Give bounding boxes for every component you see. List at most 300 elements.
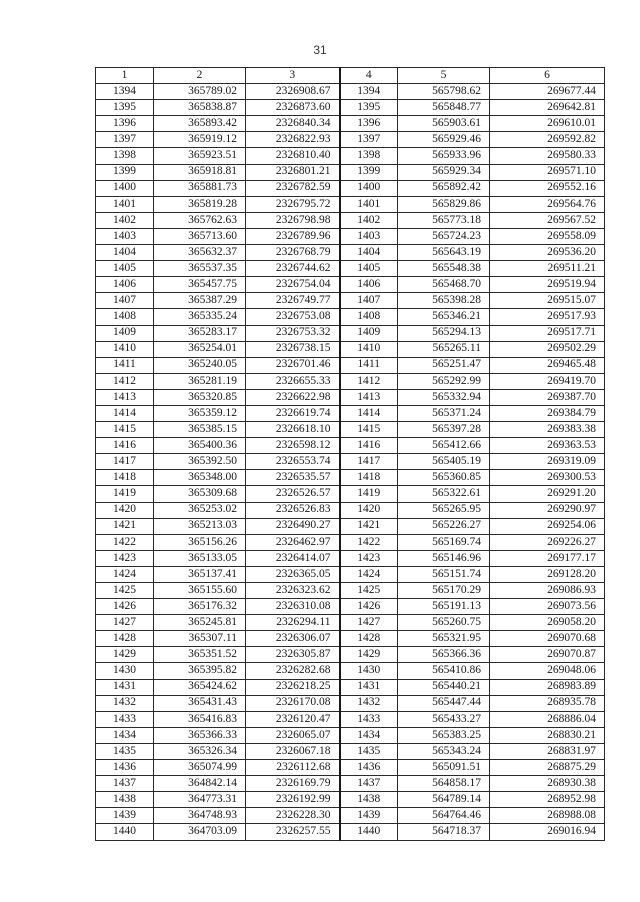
coord-x-a-cell: 365919.12 — [154, 132, 246, 148]
point-number-a-cell: 1409 — [96, 325, 154, 341]
coord-x-a-cell: 365320.85 — [154, 389, 246, 405]
table-row — [96, 679, 605, 695]
coord-y-a-cell: 2326365.05 — [246, 566, 340, 582]
coord-x-a-cell: 364842.14 — [154, 776, 246, 792]
coord-y-a-cell: 2326323.62 — [246, 583, 340, 599]
coord-x-a-cell: 365245.81 — [154, 615, 246, 631]
coord-y-a-cell: 2326218.25 — [246, 679, 340, 695]
point-number-b-cell: 1427 — [340, 615, 398, 631]
coord-x-b-cell: 565191.13 — [398, 599, 490, 615]
table-row — [96, 212, 605, 228]
point-number-a-cell: 1404 — [96, 245, 154, 261]
point-number-b-cell: 1436 — [340, 760, 398, 776]
point-number-b-cell: 1430 — [340, 663, 398, 679]
coord-x-a-cell: 364748.93 — [154, 808, 246, 824]
coord-x-b-cell: 565366.36 — [398, 647, 490, 663]
coord-y-b-cell: 269048.06 — [490, 663, 605, 679]
point-number-b-cell: 1394 — [340, 84, 398, 100]
coord-x-a-cell: 365213.03 — [154, 518, 246, 534]
coord-x-b-cell: 565643.19 — [398, 245, 490, 261]
point-number-b-cell: 1431 — [340, 679, 398, 695]
coord-y-b-cell: 269511.21 — [490, 261, 605, 277]
table-row — [96, 760, 605, 776]
table-row — [96, 293, 605, 309]
table-row — [96, 341, 605, 357]
point-number-a-cell: 1417 — [96, 454, 154, 470]
table-row — [96, 309, 605, 325]
coord-y-b-cell: 268831.97 — [490, 743, 605, 759]
coord-x-b-cell: 565151.74 — [398, 566, 490, 582]
coord-x-a-cell: 365416.83 — [154, 711, 246, 727]
column-header-2: 2 — [154, 68, 246, 84]
coord-x-a-cell: 365281.19 — [154, 373, 246, 389]
coord-x-b-cell: 564858.17 — [398, 776, 490, 792]
point-number-a-cell: 1415 — [96, 422, 154, 438]
coord-y-b-cell: 269502.29 — [490, 341, 605, 357]
coord-y-a-cell: 2326789.96 — [246, 228, 340, 244]
point-number-b-cell: 1408 — [340, 309, 398, 325]
coord-y-b-cell: 269086.93 — [490, 583, 605, 599]
coord-x-b-cell: 565294.13 — [398, 325, 490, 341]
column-header-3: 3 — [246, 68, 340, 84]
coord-x-b-cell: 565773.18 — [398, 212, 490, 228]
point-number-b-cell: 1423 — [340, 550, 398, 566]
coord-x-b-cell: 565170.29 — [398, 583, 490, 599]
coord-x-b-cell: 565798.62 — [398, 84, 490, 100]
coord-x-b-cell: 565265.95 — [398, 502, 490, 518]
coord-y-b-cell: 269290.97 — [490, 502, 605, 518]
coord-x-a-cell: 365762.63 — [154, 212, 246, 228]
coord-x-b-cell: 565322.61 — [398, 486, 490, 502]
table-row — [96, 615, 605, 631]
table-row — [96, 711, 605, 727]
coord-y-a-cell: 2326257.55 — [246, 824, 340, 840]
coord-y-b-cell: 268830.21 — [490, 727, 605, 743]
coord-y-b-cell: 269300.53 — [490, 470, 605, 486]
coord-x-b-cell: 565468.70 — [398, 277, 490, 293]
coord-y-b-cell: 269571.10 — [490, 164, 605, 180]
point-number-b-cell: 1435 — [340, 743, 398, 759]
coord-x-a-cell: 365335.24 — [154, 309, 246, 325]
point-number-b-cell: 1440 — [340, 824, 398, 840]
coord-y-b-cell: 269058.20 — [490, 615, 605, 631]
coord-x-a-cell: 365155.60 — [154, 583, 246, 599]
coordinates-table — [95, 67, 605, 841]
coord-y-a-cell: 2326798.98 — [246, 212, 340, 228]
coord-x-a-cell: 365789.02 — [154, 84, 246, 100]
coord-y-a-cell: 2326598.12 — [246, 438, 340, 454]
point-number-b-cell: 1415 — [340, 422, 398, 438]
coord-x-b-cell: 565548.38 — [398, 261, 490, 277]
coord-x-a-cell: 365431.43 — [154, 695, 246, 711]
point-number-b-cell: 1417 — [340, 454, 398, 470]
coord-y-b-cell: 269592.82 — [490, 132, 605, 148]
coord-y-b-cell: 269642.81 — [490, 100, 605, 116]
coord-x-a-cell: 365359.12 — [154, 405, 246, 421]
table-row — [96, 583, 605, 599]
point-number-b-cell: 1401 — [340, 196, 398, 212]
point-number-b-cell: 1398 — [340, 148, 398, 164]
coord-x-b-cell: 565724.23 — [398, 228, 490, 244]
point-number-a-cell: 1420 — [96, 502, 154, 518]
coord-y-a-cell: 2326795.72 — [246, 196, 340, 212]
point-number-a-cell: 1432 — [96, 695, 154, 711]
table-row — [96, 389, 605, 405]
coord-y-a-cell: 2326753.08 — [246, 309, 340, 325]
header-row — [96, 68, 605, 84]
coord-y-b-cell: 269363.53 — [490, 438, 605, 454]
table-row — [96, 647, 605, 663]
point-number-b-cell: 1410 — [340, 341, 398, 357]
table-row — [96, 534, 605, 550]
coord-x-a-cell: 365457.75 — [154, 277, 246, 293]
coord-x-b-cell: 564718.37 — [398, 824, 490, 840]
point-number-a-cell: 1412 — [96, 373, 154, 389]
point-number-a-cell: 1431 — [96, 679, 154, 695]
point-number-a-cell: 1401 — [96, 196, 154, 212]
coord-x-a-cell: 365632.37 — [154, 245, 246, 261]
coord-y-a-cell: 2326768.79 — [246, 245, 340, 261]
coord-x-b-cell: 565433.27 — [398, 711, 490, 727]
point-number-a-cell: 1398 — [96, 148, 154, 164]
coord-x-a-cell: 365176.32 — [154, 599, 246, 615]
coord-x-a-cell: 365713.60 — [154, 228, 246, 244]
coord-y-b-cell: 269536.20 — [490, 245, 605, 261]
coord-x-b-cell: 565397.28 — [398, 422, 490, 438]
coord-y-a-cell: 2326228.30 — [246, 808, 340, 824]
point-number-a-cell: 1435 — [96, 743, 154, 759]
table-row — [96, 84, 605, 100]
coord-y-b-cell: 269016.94 — [490, 824, 605, 840]
coord-x-b-cell: 565332.94 — [398, 389, 490, 405]
coord-x-b-cell: 565398.28 — [398, 293, 490, 309]
table-row — [96, 502, 605, 518]
coord-y-b-cell: 269070.87 — [490, 647, 605, 663]
coord-y-b-cell: 269073.56 — [490, 599, 605, 615]
coord-y-b-cell: 269517.71 — [490, 325, 605, 341]
table-row — [96, 776, 605, 792]
point-number-b-cell: 1428 — [340, 631, 398, 647]
coord-x-a-cell: 365881.73 — [154, 180, 246, 196]
coord-y-b-cell: 269419.70 — [490, 373, 605, 389]
coord-y-a-cell: 2326822.93 — [246, 132, 340, 148]
coord-y-b-cell: 269254.06 — [490, 518, 605, 534]
point-number-b-cell: 1409 — [340, 325, 398, 341]
point-number-b-cell: 1419 — [340, 486, 398, 502]
coord-x-b-cell: 565933.96 — [398, 148, 490, 164]
coord-x-a-cell: 365392.50 — [154, 454, 246, 470]
coord-x-b-cell: 565447.44 — [398, 695, 490, 711]
coord-x-a-cell: 365240.05 — [154, 357, 246, 373]
coord-x-a-cell: 365283.17 — [154, 325, 246, 341]
point-number-b-cell: 1425 — [340, 583, 398, 599]
coord-y-a-cell: 2326170.08 — [246, 695, 340, 711]
coord-x-b-cell: 565292.99 — [398, 373, 490, 389]
coord-x-b-cell: 565260.75 — [398, 615, 490, 631]
coord-y-a-cell: 2326754.04 — [246, 277, 340, 293]
coord-y-b-cell: 269177.17 — [490, 550, 605, 566]
coord-y-a-cell: 2326306.07 — [246, 631, 340, 647]
coord-x-a-cell: 365387.29 — [154, 293, 246, 309]
table-row — [96, 438, 605, 454]
point-number-a-cell: 1423 — [96, 550, 154, 566]
point-number-b-cell: 1399 — [340, 164, 398, 180]
point-number-b-cell: 1400 — [340, 180, 398, 196]
point-number-a-cell: 1406 — [96, 277, 154, 293]
coord-x-b-cell: 565265.11 — [398, 341, 490, 357]
point-number-b-cell: 1426 — [340, 599, 398, 615]
coord-x-b-cell: 565405.19 — [398, 454, 490, 470]
table-row — [96, 518, 605, 534]
coord-y-a-cell: 2326619.74 — [246, 405, 340, 421]
coord-y-a-cell: 2326801.21 — [246, 164, 340, 180]
table-row — [96, 824, 605, 840]
coord-y-a-cell: 2326414.07 — [246, 550, 340, 566]
point-number-b-cell: 1411 — [340, 357, 398, 373]
point-number-b-cell: 1403 — [340, 228, 398, 244]
coord-y-a-cell: 2326622.98 — [246, 389, 340, 405]
point-number-b-cell: 1434 — [340, 727, 398, 743]
coord-x-a-cell: 365253.02 — [154, 502, 246, 518]
table-row — [96, 663, 605, 679]
column-header-1: 1 — [96, 68, 154, 84]
coord-x-b-cell: 565169.74 — [398, 534, 490, 550]
coord-y-a-cell: 2326120.47 — [246, 711, 340, 727]
coord-y-b-cell: 269465.48 — [490, 357, 605, 373]
coord-x-a-cell: 365923.51 — [154, 148, 246, 164]
point-number-a-cell: 1440 — [96, 824, 154, 840]
point-number-b-cell: 1437 — [340, 776, 398, 792]
coord-x-b-cell: 564789.14 — [398, 792, 490, 808]
table-row — [96, 277, 605, 293]
coord-y-b-cell: 269128.20 — [490, 566, 605, 582]
point-number-a-cell: 1425 — [96, 583, 154, 599]
coord-y-a-cell: 2326294.11 — [246, 615, 340, 631]
point-number-b-cell: 1422 — [340, 534, 398, 550]
point-number-a-cell: 1430 — [96, 663, 154, 679]
table-row — [96, 808, 605, 824]
table-row — [96, 196, 605, 212]
point-number-a-cell: 1396 — [96, 116, 154, 132]
table-row — [96, 422, 605, 438]
table-row — [96, 261, 605, 277]
coord-y-a-cell: 2326462.97 — [246, 534, 340, 550]
point-number-b-cell: 1429 — [340, 647, 398, 663]
coord-x-b-cell: 565412.66 — [398, 438, 490, 454]
coord-y-a-cell: 2326169.79 — [246, 776, 340, 792]
coord-x-a-cell: 365137.41 — [154, 566, 246, 582]
point-number-a-cell: 1400 — [96, 180, 154, 196]
coord-y-b-cell: 269383.38 — [490, 422, 605, 438]
point-number-a-cell: 1421 — [96, 518, 154, 534]
point-number-a-cell: 1395 — [96, 100, 154, 116]
coord-x-a-cell: 365893.42 — [154, 116, 246, 132]
point-number-b-cell: 1438 — [340, 792, 398, 808]
coord-y-b-cell: 269070.68 — [490, 631, 605, 647]
point-number-a-cell: 1408 — [96, 309, 154, 325]
table-row — [96, 631, 605, 647]
coord-y-b-cell: 269580.33 — [490, 148, 605, 164]
coord-y-a-cell: 2326908.67 — [246, 84, 340, 100]
table-row — [96, 566, 605, 582]
coord-y-a-cell: 2326655.33 — [246, 373, 340, 389]
table-row — [96, 695, 605, 711]
coord-x-b-cell: 565410.86 — [398, 663, 490, 679]
coord-y-b-cell: 269552.16 — [490, 180, 605, 196]
coord-y-b-cell: 268930.38 — [490, 776, 605, 792]
coord-y-a-cell: 2326738.15 — [246, 341, 340, 357]
table-row — [96, 454, 605, 470]
coord-y-a-cell: 2326782.59 — [246, 180, 340, 196]
coord-y-b-cell: 269610.01 — [490, 116, 605, 132]
coord-x-a-cell: 365348.00 — [154, 470, 246, 486]
coord-y-a-cell: 2326526.57 — [246, 486, 340, 502]
point-number-a-cell: 1429 — [96, 647, 154, 663]
table-row — [96, 100, 605, 116]
point-number-a-cell: 1418 — [96, 470, 154, 486]
point-number-a-cell: 1411 — [96, 357, 154, 373]
coord-x-a-cell: 365133.05 — [154, 550, 246, 566]
point-number-b-cell: 1414 — [340, 405, 398, 421]
coord-y-b-cell: 269515.07 — [490, 293, 605, 309]
coord-x-b-cell: 565848.77 — [398, 100, 490, 116]
coord-y-a-cell: 2326067.18 — [246, 743, 340, 759]
point-number-a-cell: 1402 — [96, 212, 154, 228]
table-row — [96, 405, 605, 421]
coord-y-a-cell: 2326840.34 — [246, 116, 340, 132]
coord-x-a-cell: 365074.99 — [154, 760, 246, 776]
table-row — [96, 164, 605, 180]
point-number-b-cell: 1402 — [340, 212, 398, 228]
point-number-b-cell: 1432 — [340, 695, 398, 711]
coord-y-b-cell: 269564.76 — [490, 196, 605, 212]
coord-y-a-cell: 2326749.77 — [246, 293, 340, 309]
column-header-6: 6 — [490, 68, 605, 84]
coord-x-a-cell: 365400.36 — [154, 438, 246, 454]
table-row — [96, 599, 605, 615]
table-row — [96, 116, 605, 132]
coord-x-b-cell: 565829.86 — [398, 196, 490, 212]
coord-x-a-cell: 365838.87 — [154, 100, 246, 116]
point-number-b-cell: 1407 — [340, 293, 398, 309]
coord-y-b-cell: 269291.20 — [490, 486, 605, 502]
point-number-a-cell: 1397 — [96, 132, 154, 148]
coord-y-b-cell: 269384.79 — [490, 405, 605, 421]
point-number-a-cell: 1413 — [96, 389, 154, 405]
table-row — [96, 470, 605, 486]
coord-y-a-cell: 2326810.40 — [246, 148, 340, 164]
table-row — [96, 550, 605, 566]
column-header-4: 4 — [340, 68, 398, 84]
coord-y-a-cell: 2326192.99 — [246, 792, 340, 808]
coord-x-b-cell: 565383.25 — [398, 727, 490, 743]
table-row — [96, 180, 605, 196]
coord-x-a-cell: 365351.52 — [154, 647, 246, 663]
coord-x-a-cell: 364703.09 — [154, 824, 246, 840]
coord-y-b-cell: 268935.78 — [490, 695, 605, 711]
point-number-a-cell: 1403 — [96, 228, 154, 244]
point-number-b-cell: 1421 — [340, 518, 398, 534]
point-number-a-cell: 1422 — [96, 534, 154, 550]
table-row — [96, 325, 605, 341]
coord-y-a-cell: 2326282.68 — [246, 663, 340, 679]
coord-y-a-cell: 2326310.08 — [246, 599, 340, 615]
coord-y-b-cell: 268886.04 — [490, 711, 605, 727]
coord-x-b-cell: 565343.24 — [398, 743, 490, 759]
coord-y-a-cell: 2326753.32 — [246, 325, 340, 341]
coord-x-a-cell: 365309.68 — [154, 486, 246, 502]
table-row — [96, 148, 605, 164]
coord-y-a-cell: 2326305.87 — [246, 647, 340, 663]
table-row — [96, 743, 605, 759]
point-number-b-cell: 1413 — [340, 389, 398, 405]
coord-x-b-cell: 565346.21 — [398, 309, 490, 325]
coord-x-b-cell: 565146.96 — [398, 550, 490, 566]
coord-x-b-cell: 565251.47 — [398, 357, 490, 373]
coord-y-b-cell: 268875.29 — [490, 760, 605, 776]
coord-x-a-cell: 365156.26 — [154, 534, 246, 550]
table-row — [96, 132, 605, 148]
point-number-b-cell: 1395 — [340, 100, 398, 116]
point-number-b-cell: 1396 — [340, 116, 398, 132]
coord-y-b-cell: 269517.93 — [490, 309, 605, 325]
point-number-a-cell: 1436 — [96, 760, 154, 776]
page-number: 31 — [313, 43, 327, 57]
point-number-a-cell: 1437 — [96, 776, 154, 792]
table-row — [96, 486, 605, 502]
coord-x-a-cell: 365537.35 — [154, 261, 246, 277]
table-body — [96, 84, 605, 840]
point-number-b-cell: 1418 — [340, 470, 398, 486]
point-number-a-cell: 1414 — [96, 405, 154, 421]
point-number-a-cell: 1427 — [96, 615, 154, 631]
point-number-a-cell: 1424 — [96, 566, 154, 582]
point-number-b-cell: 1424 — [340, 566, 398, 582]
coord-y-b-cell: 268952.98 — [490, 792, 605, 808]
coord-y-a-cell: 2326535.57 — [246, 470, 340, 486]
coord-x-a-cell: 365819.28 — [154, 196, 246, 212]
point-number-b-cell: 1404 — [340, 245, 398, 261]
point-number-a-cell: 1434 — [96, 727, 154, 743]
coord-x-b-cell: 565440.21 — [398, 679, 490, 695]
coord-y-a-cell: 2326526.83 — [246, 502, 340, 518]
coord-y-b-cell: 268988.08 — [490, 808, 605, 824]
coord-x-a-cell: 365307.11 — [154, 631, 246, 647]
coord-x-b-cell: 565929.46 — [398, 132, 490, 148]
point-number-a-cell: 1438 — [96, 792, 154, 808]
table-row — [96, 727, 605, 743]
coord-y-a-cell: 2326873.60 — [246, 100, 340, 116]
coord-x-a-cell: 365918.81 — [154, 164, 246, 180]
coord-x-b-cell: 565929.34 — [398, 164, 490, 180]
table-header — [96, 68, 605, 84]
coord-y-a-cell: 2326618.10 — [246, 422, 340, 438]
coord-y-b-cell: 269226.27 — [490, 534, 605, 550]
point-number-a-cell: 1428 — [96, 631, 154, 647]
point-number-b-cell: 1405 — [340, 261, 398, 277]
point-number-a-cell: 1416 — [96, 438, 154, 454]
point-number-b-cell: 1439 — [340, 808, 398, 824]
point-number-b-cell: 1406 — [340, 277, 398, 293]
coord-x-b-cell: 565321.95 — [398, 631, 490, 647]
coord-x-b-cell: 564764.46 — [398, 808, 490, 824]
coord-x-a-cell: 365326.34 — [154, 743, 246, 759]
coord-x-a-cell: 365254.01 — [154, 341, 246, 357]
coord-x-a-cell: 364773.31 — [154, 792, 246, 808]
coord-y-b-cell: 268983.89 — [490, 679, 605, 695]
point-number-a-cell: 1399 — [96, 164, 154, 180]
coord-y-b-cell: 269567.52 — [490, 212, 605, 228]
